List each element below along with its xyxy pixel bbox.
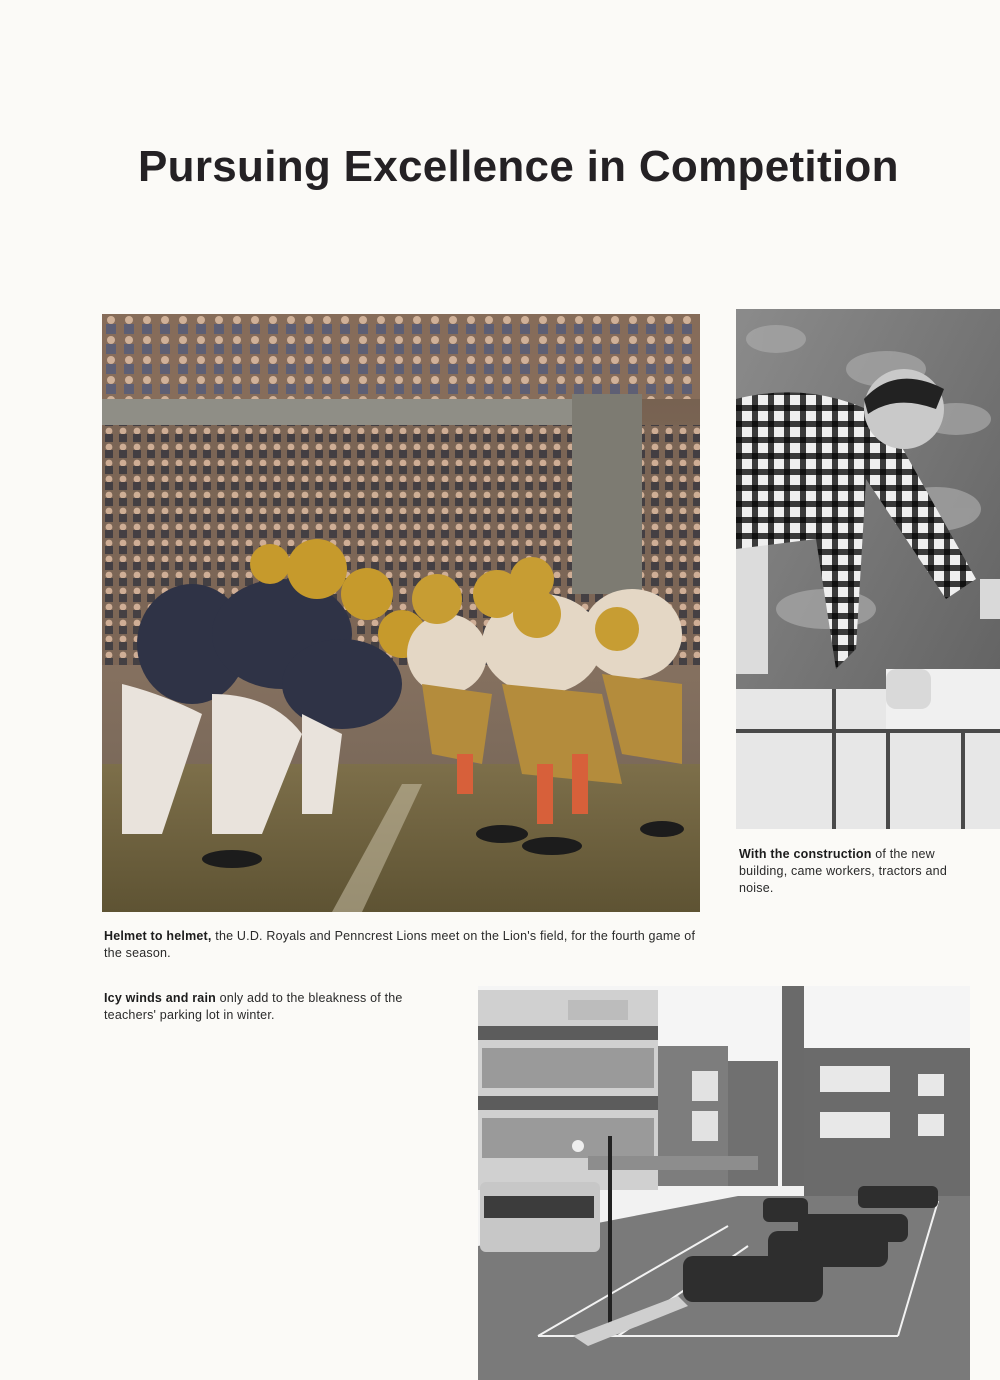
parking-caption-text: only add to the bleakness of the teachers' parking lot in winter. <box>104 991 403 1022</box>
football-photo <box>102 314 700 912</box>
football-caption <box>104 928 704 962</box>
parking-caption <box>104 990 449 1024</box>
construction-caption <box>739 846 979 897</box>
football-caption-lead: Helmet to helmet, <box>104 929 212 943</box>
page-headline: Pursuing Excellence in Competition <box>138 142 899 191</box>
parking-lot-photo <box>478 986 970 1380</box>
football-caption-text: the U.D. Royals and Penncrest Lions meet on the Lion's field, for the fourth game of the season. <box>104 929 696 960</box>
football-game-image <box>102 314 700 912</box>
construction-caption-lead: With the construction <box>739 847 872 861</box>
construction-caption-text: of the new building, came workers, tractors and noise. <box>739 847 947 895</box>
parking-lot-image <box>478 986 970 1380</box>
construction-photo <box>736 309 1000 829</box>
construction-worker-image <box>736 309 1000 829</box>
parking-caption-lead: Icy winds and rain <box>104 991 216 1005</box>
